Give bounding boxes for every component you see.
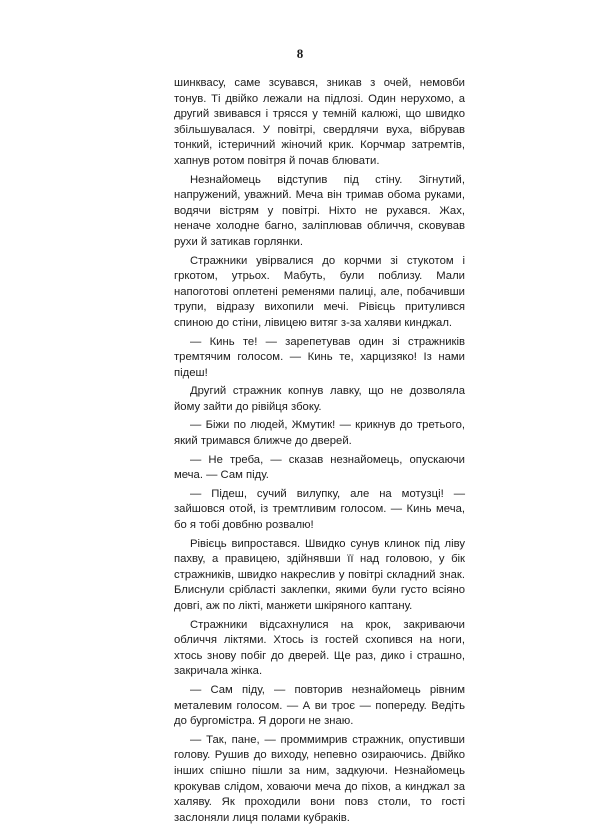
paragraph: — Не треба, — сказав незнайомець, опускаючи меча. — Сам піду. — [174, 453, 465, 482]
paragraph: Незнайомець відступив під стіну. Зігнутий, напружений, уважний. Меча він тримав обома руками, водячи вістрям у повітрі. Ніхто не рухався. Жах, неначе холодне багно, заліплював обличчя, сковував рухи й затикав горлянки. — [174, 173, 465, 248]
paragraph: Стражники увірвалися до корчми зі стукотом і гркотом, утрьох. Мабуть, були поблизу. Мали напоготові оплетені ременями палиці, але, побачивши трупи, відразу вихопили мечі. Рівієць притулився спиною до стіни, лівицею витяг з-за халяви кинджал. — [174, 254, 465, 329]
paragraph: Другий стражник копнув лавку, що не дозволяла йому зайти до рівійця збоку. — [174, 385, 465, 413]
body-text — [174, 76, 465, 829]
paragraph: шинквасу, саме зсувався, зникав з очей, немовби тонув. Ті двійко лежали на підлозі. Один нерухомо, а другий звивався і трясся у темній калюжі, що швидко збільшувалася. У повітрі, свердлячи вуха, вібрував тонкий, істеричний жіночий крик. Корчмар затремтів, хапнув ротом повітря й почав блювати. — [174, 77, 465, 167]
paragraph: Рівієць випростався. Швидко сунув клинок під ліву пахву, а правицею, здійнявши її над головою, у бік стражників, швидко накреслив у повітрі складний знак. Блиснули срібласті заклепки, якими були густо всіяно довгі, аж по лікті, манжети шкіряного каптану. — [174, 537, 465, 612]
paragraph: — Підеш, сучий вилупку, але на мотузці! — зайшовся отой, із тремтливим голосом. — Кинь меча, бо я тобі довбню розвалю! — [174, 487, 465, 532]
paragraph: — Кинь те! — зарепетував один зі стражників тремтячим голосом. — Кинь те, харцизяко! Із нами підеш! — [174, 335, 465, 379]
paragraph: — Біжи по людей, Жмутик! — крикнув до третього, який тримався ближче до дверей. — [174, 419, 465, 448]
paragraph: — Сам піду, — повторив незнайомець рівним металевим голосом. — А ви троє — попереду. Ведіть до бургомістра. Я дороги не знаю. — [174, 683, 465, 728]
page-number: 8 — [296, 46, 304, 61]
paragraph: Стражники відсахнулися на крок, закриваючи обличчя ліктями. Хтось із гостей схопився на ноги, хтось знову побіг до дверей. Ще раз, дико і страшно, закричала жінка. — [174, 618, 465, 678]
paragraph: — Так, пане, — проммимрив стражник, опустивши голову. Рушив до виходу, непевно озираючись. Двійко інших спішно пішли за ним, задкуючи. Незнайомець крокував слідом, ховаючи меча до піхов, а кинджал за халяву. Як проходили вони повз столи, то гості заслоняли лиця полами кубраків. — [174, 733, 465, 824]
